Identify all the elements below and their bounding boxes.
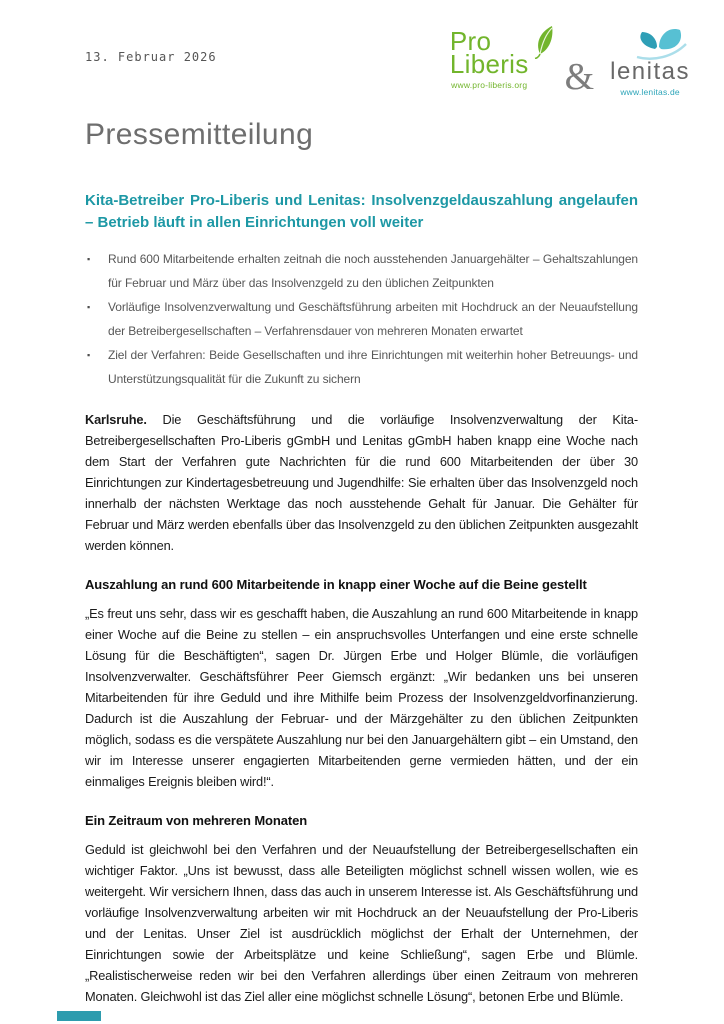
paragraph-timeframe: Geduld ist gleichwohl bei den Verfahren und der Neuaufstellung der Betreibergesellschaften ein wichtiger Faktor. „Uns ist bewusst, dass alle Beteiligten möglichst schnell wissen wollen, wie es weitergeht. Wir versichern Ihnen, dass das auch in unserem Interesse ist. Als Geschäftsführung und vorläufige Insolvenzverwaltung arbeiten wir mit Hochdruck an der Neuaufstellung der Pro-Liberis und der Lenitas. Unser Ziel ist ausdrücklich möglichst der Erhalt der Unternehmen, der Einrichtungen sowie der Arbeitsplätze und keine Schließung“, sagen Erbe und Blümle. „Realistischerweise reden wir bei den Verfahren allerdings über einen Zeitraum von mehreren Monaten. Gleichwohl ist das Ziel aller eine möglichst schnelle Lösung“, betonen Erbe und Blümle. xyxy=(85,842,638,1004)
bullet-square-icon: ▪ xyxy=(87,254,91,264)
lead-paragraph xyxy=(85,409,638,556)
logo-group xyxy=(449,26,690,98)
paragraph-text: Die Geschäftsführung und die vorläufige Insolvenzverwaltung der Kita-Betreibergesellschaften Pro-Liberis gGmbH und Lenitas gGmbH haben knapp eine Woche nach dem Start der Verfahren gute Nachrichten für die rund 600 Mitarbeitenden der über 30 Einrichtungen zur Kindertagesbetreuung und Jugendhilfe: Sie erhalten über das Insolvenzgeld noch innerhalb der nächsten Werktage das noch ausstehende Gehalt für Januar. Die Gehälter für Februar und März werden ebenfalls über das Insolvenzgeld zu den üblichen Zeitpunkten ausgezahlt werden können. xyxy=(85,412,638,553)
pro-liberis-url: www.pro-liberis.org xyxy=(451,80,528,90)
section-heading-timeframe: Ein Zeitraum von mehreren Monaten xyxy=(85,813,308,828)
list-item xyxy=(85,247,638,295)
bullet-text: Rund 600 Mitarbeitende erhalten zeitnah die noch ausstehenden Januargehälter – Gehaltszahlungen für Februar und März über das Insolvenzgeld zu den üblichen Zeitpunkten xyxy=(108,252,638,290)
dateline: Karlsruhe. xyxy=(85,412,147,427)
bullet-text: Ziel der Verfahren: Beide Gesellschaften und ihre Einrichtungen mit weiterhin hoher Betreuungs- und Unterstützungsqualität für die Zukunft zu sichern xyxy=(108,348,638,386)
bullet-square-icon: ▪ xyxy=(87,302,91,312)
footer-accent-bar xyxy=(57,1011,101,1021)
page-title: Pressemitteilung xyxy=(85,118,314,151)
press-headline: Kita-Betreiber Pro-Liberis und Lenitas: Insolvenzgeldauszahlung angelaufen – Betrieb läuft in allen Einrichtungen voll weiter xyxy=(85,192,638,231)
paragraph-payout: „Es freut uns sehr, dass wir es geschafft haben, die Auszahlung an rund 600 Mitarbeitende in knapp einer Woche auf die Beine zu stellen – ein anspruchsvolles Unterfangen und eine erste schnelle Lösung für die Beschäftigten“, sagen Dr. Jürgen Erbe und Holger Blümle, die vorläufigen Insolvenzverwalter. Geschäftsführer Peer Giemsch ergänzt: „Wir bedanken uns bei unseren Mitarbeitenden für ihre Geduld und ihre Mithilfe beim Prozess der Insolvenzgeldvorfinanzierung. Dadurch ist die Auszahlung der Februar- und der Märzgehälter zu den üblichen Zeitpunkten möglich, sodass es die verspätete Auszahlung nur bei den Januargehältern gibt – ein Umstand, den wir im Interesse unserer engagierten Mitarbeitenden gerne vermieden hätten, und der ein einmaliges Ereignis bleiben wird!“. xyxy=(85,606,638,789)
lenitas-wordmark: lenitas xyxy=(610,58,690,85)
letterhead xyxy=(0,0,724,108)
bullet-square-icon: ▪ xyxy=(87,350,91,360)
ampersand: & xyxy=(564,56,595,98)
bullet-text: Vorläufige Insolvenzverwaltung und Geschäftsführung arbeiten mit Hochdruck an der Neuaufstellung der Betreibergesellschaften – Verfahrensdauer von mehreren Monaten erwartet xyxy=(108,300,638,338)
pro-liberis-wordmark-line1: Pro xyxy=(449,26,492,56)
release-date: 13. Februar 2026 xyxy=(85,50,217,64)
butterfly-icon xyxy=(634,26,688,69)
lenitas-logo xyxy=(610,30,690,97)
list-item xyxy=(85,343,638,391)
lenitas-url: www.lenitas.de xyxy=(620,87,680,97)
pro-liberis-logo xyxy=(449,26,557,90)
list-item xyxy=(85,295,638,343)
summary-bullet-list xyxy=(85,247,638,391)
pro-liberis-wordmark-line2: Liberis xyxy=(449,49,529,79)
section-heading-payout: Auszahlung an rund 600 Mitarbeitende in knapp einer Woche auf die Beine gestellt xyxy=(85,577,587,592)
document-body xyxy=(0,116,724,1007)
leaf-icon xyxy=(533,25,557,64)
